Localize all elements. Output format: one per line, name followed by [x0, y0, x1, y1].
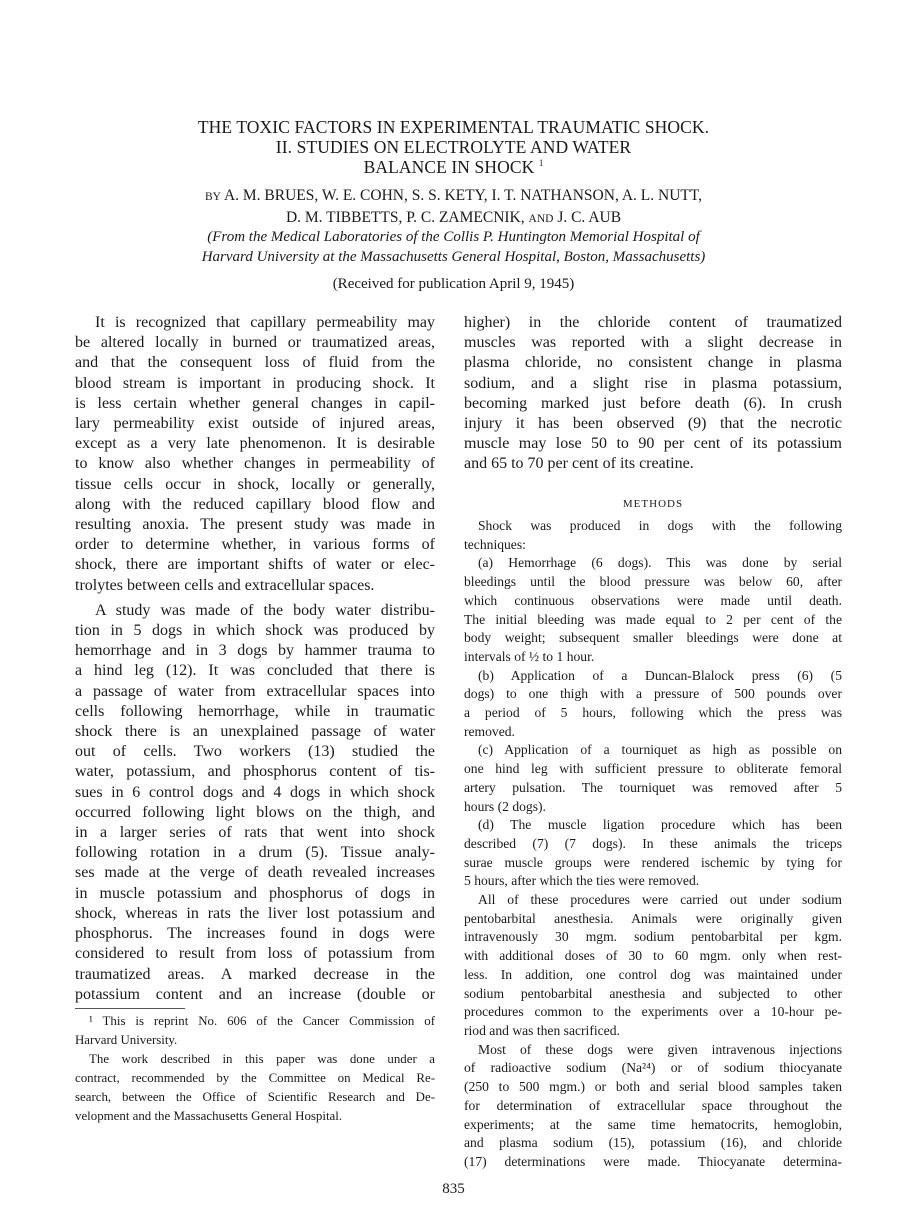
text-line: (17) determinations were made. Thiocyanate determina-: [464, 1153, 842, 1169]
paragraph: [75, 313, 435, 596]
paragraph: [464, 891, 842, 1041]
text-line: velopment and the Massachusetts General Hospital.: [75, 1109, 343, 1123]
text-line: and 65 to 70 per cent of its creatine.: [464, 455, 694, 473]
text-line: ¹ This is reprint No. 606 of the Cancer Commission of: [89, 1014, 435, 1028]
right-column-intro: [464, 313, 842, 475]
text-line: 5 hours, after which the ties were removed.: [464, 873, 700, 889]
text-line: out of cells. Two workers (13) studied the: [75, 743, 435, 761]
text-line: artery pulsation. The tourniquet was removed after 5: [464, 779, 842, 795]
text-line: bleedings until the blood pressure was below 60, after: [464, 574, 842, 590]
affiliation: [0, 228, 907, 267]
text-line: (250 to 500 mgm.) or both and serial blood samples taken: [464, 1079, 842, 1095]
text-line: along with the reduced capillary blood flow and: [75, 495, 435, 513]
text-line: phosphorus. The increases found in dogs were: [75, 925, 435, 943]
text-line: following rotation in a drum (5). Tissue analy-: [75, 844, 435, 862]
text-line: one hind leg with sufficient pressure to obliterate femoral: [464, 761, 842, 777]
text-line: a passage of water from extracellular spaces into: [75, 682, 435, 700]
text-line: techniques:: [464, 536, 526, 552]
authors-names-3: J. C. AUB: [557, 208, 622, 226]
authors-and: AND: [528, 212, 554, 225]
text-line: and plasma sodium (15), potassium (16), and chloride: [464, 1135, 842, 1151]
text-line: of radioactive sodium (Na²⁴) or of sodium thiocyanate: [464, 1060, 842, 1076]
title-line-1: THE TOXIC FACTORS IN EXPERIMENTAL TRAUMATIC SHOCK.: [197, 117, 710, 137]
text-line: shock, there are important shifts of water or elec-: [75, 556, 435, 574]
text-line: in muscle potassium and phosphorus of dogs in: [75, 884, 435, 902]
paragraph: [464, 554, 842, 666]
page-number: 835: [442, 1181, 465, 1197]
title-line-3-text: BALANCE IN SHOCK: [363, 157, 535, 177]
text-line: riod and was then sacrificed.: [464, 1022, 620, 1038]
text-line: (c) Application of a tourniquet as high as possible on: [478, 742, 842, 758]
text-line: procedures common to the experiments over a 10-hour pe-: [464, 1004, 842, 1020]
paragraph: [464, 741, 842, 816]
authors-line-2: [0, 208, 907, 230]
title-line-3: [0, 157, 907, 177]
text-line: The work described in this paper was done under a: [89, 1052, 435, 1066]
authors-by: BY: [204, 191, 221, 203]
text-line: Most of these dogs were given intravenous injections: [478, 1041, 842, 1057]
text-line: body weight; subsequent smaller bleedings were done at: [464, 630, 842, 646]
text-line: traumatized areas. A marked decrease in the: [75, 965, 435, 983]
title-line-2: II. STUDIES ON ELECTROLYTE AND WATER: [275, 137, 632, 157]
paragraph: [464, 667, 842, 742]
text-line: A study was made of the body water distribu-: [95, 601, 435, 619]
text-line: (b) Application of a Duncan-Blalock press (6) (5: [478, 667, 842, 683]
text-line: lary permeability exist outside of injured areas,: [75, 415, 435, 433]
text-line: sues in 6 control dogs and 4 dogs in which shock: [75, 783, 435, 801]
authors-names-2: D. M. TIBBETTS, P. C. ZAMECNIK,: [285, 208, 525, 226]
text-line: with additional doses of 30 to 60 mgm. only when rest-: [464, 948, 842, 964]
text-line: injury it has been observed (9) that the necrotic: [464, 415, 842, 433]
footnotes: [75, 1012, 435, 1126]
text-line: less. In addition, one control dog was maintained under: [464, 966, 842, 982]
text-line: considered to result from loss of potassium from: [75, 945, 435, 963]
text-line: be altered locally in burned or traumatized areas,: [75, 334, 435, 352]
text-line: trolytes between cells and extracellular spaces.: [75, 576, 375, 594]
text-line: sodium, and a slight rise in plasma potassium,: [464, 374, 842, 392]
text-line: and that the consequent loss of fluid from the: [75, 354, 435, 372]
text-line: experiments; at the same time hematocrits, hemoglobin,: [464, 1116, 842, 1132]
text-line: The initial bleeding was made equal to 2 per cent of the: [464, 611, 842, 627]
text-line: is less certain whether general changes in capil-: [75, 394, 435, 412]
text-line: removed.: [464, 723, 515, 739]
text-line: which continuous observations were made until death.: [464, 592, 842, 608]
methods-section: [464, 517, 842, 1172]
text-line: (d) The muscle ligation procedure which has been: [478, 817, 842, 833]
paragraph: [464, 1041, 842, 1172]
paragraph: [75, 1012, 435, 1050]
text-line: in a larger series of rats that went into shock: [75, 824, 435, 842]
text-line: muscle may lose 50 to 90 per cent of its potassium: [464, 435, 842, 453]
paragraph: [75, 601, 435, 1005]
authors-names-1: A. M. BRUES, W. E. COHN, S. S. KETY, I. T. NATHANSON, A. L. NUTT,: [223, 187, 703, 204]
text-line: contract, recommended by the Committee on Medical Re-: [75, 1071, 435, 1085]
text-line: muscles was reported with a slight decrease in: [464, 334, 842, 352]
text-line: intravenously 30 mgm. sodium pentobarbital per kgm.: [464, 929, 842, 945]
text-line: occurred following light blows on the thigh, and: [75, 803, 435, 821]
text-line: hemorrhage and in 3 dogs by hammer trauma to: [75, 642, 435, 660]
text-line: ses made at the verge of death revealed increases: [75, 864, 435, 882]
methods-heading: METHODS: [622, 498, 684, 510]
text-line: order to determine whether, in various forms of: [75, 536, 435, 554]
text-line: surae muscle groups were rendered ischemic by tying for: [464, 854, 842, 870]
authors: [0, 186, 907, 229]
paragraph: [75, 1050, 435, 1126]
text-line: tissue cells occur in shock, locally or generally,: [75, 475, 435, 493]
text-line: hours (2 dogs).: [464, 798, 546, 814]
authors-line-1: [0, 186, 907, 208]
text-line: Harvard University.: [75, 1033, 178, 1047]
text-line: (a) Hemorrhage (6 dogs). This was done by serial: [478, 555, 842, 571]
text-line: intervals of ½ to 1 hour.: [464, 648, 595, 664]
left-column-body: [75, 313, 435, 1005]
text-line: higher) in the chloride content of traumatized: [464, 314, 842, 331]
text-line: dogs) to one thigh with a pressure of 500 pounds over: [464, 686, 842, 702]
text-line: blood stream is important in producing shock. It: [75, 374, 435, 392]
text-line: shock there is an unexplained passage of water: [75, 723, 435, 741]
title-footnote-mark: 1: [538, 158, 544, 169]
text-line: to know also whether changes in permeability of: [75, 455, 435, 473]
text-line: described (7) (7 dogs). In these animals the triceps: [464, 835, 842, 851]
text-line: It is recognized that capillary permeability may: [95, 314, 435, 331]
footnote-divider: [75, 1008, 185, 1009]
text-line: for determination of extracellular space throughout the: [464, 1097, 842, 1113]
text-line: All of these procedures were carried out under sodium: [478, 892, 842, 908]
text-line: resulting anoxia. The present study was made in: [75, 516, 435, 534]
text-line: plasma chloride, no consistent change in plasma: [464, 354, 842, 372]
text-line: a period of 5 hours, following which the press was: [464, 705, 842, 721]
text-line: potassium content and an increase (double or: [75, 985, 435, 1003]
text-line: water, potassium, and phosphorus content of tis-: [75, 763, 435, 781]
affiliation-line-1: (From the Medical Laboratories of the Collis P. Huntington Memorial Hospital of: [207, 229, 700, 245]
text-line: cells following hemorrhage, while in traumatic: [75, 702, 435, 720]
text-line: except as a very late phenomenon. It is desirable: [75, 435, 435, 453]
text-line: search, between the Office of Scientific Research and De-: [75, 1090, 435, 1104]
paragraph: [464, 816, 842, 891]
text-line: becoming marked just before death (6). In crush: [464, 394, 842, 412]
text-line: shock, whereas in rats the liver lost potassium and: [75, 904, 435, 922]
paragraph: [464, 517, 842, 554]
text-line: sodium pentobarbital anesthesia and subjected to other: [464, 985, 842, 1001]
received-date: (Received for publication April 9, 1945): [332, 276, 575, 292]
text-line: Shock was produced in dogs with the following: [478, 518, 842, 533]
paragraph: [464, 313, 842, 475]
text-line: pentobarbital anesthesia. Animals were originally given: [464, 910, 842, 926]
article-title: [0, 117, 907, 177]
text-line: tion in 5 dogs in which shock was produced by: [75, 622, 435, 640]
text-line: a hind leg (12). It was concluded that there is: [75, 662, 435, 680]
affiliation-line-2: Harvard University at the Massachusetts General Hospital, Boston, Massachusetts): [201, 248, 706, 265]
